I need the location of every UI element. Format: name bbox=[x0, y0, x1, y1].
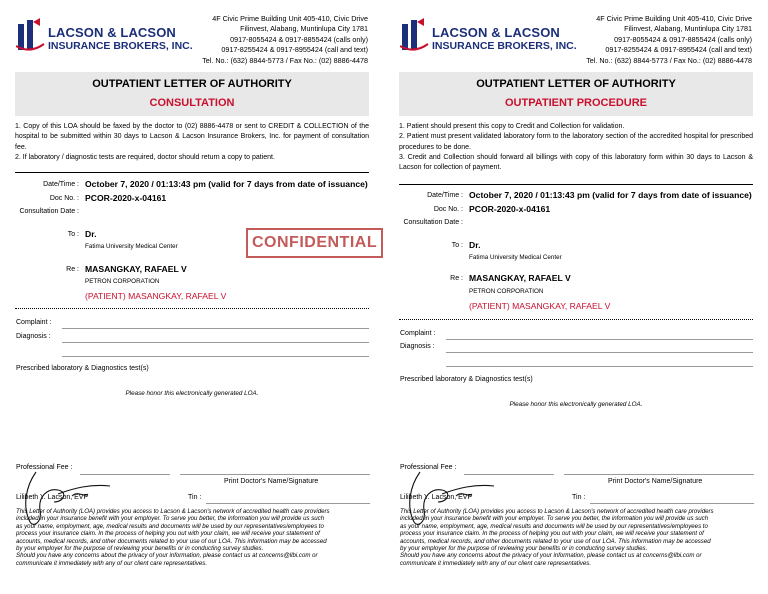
consultation-date-label: Consultation Date : bbox=[403, 219, 463, 226]
complaint-label: Complaint : bbox=[16, 319, 52, 326]
complaint-field bbox=[446, 339, 753, 340]
doctor-signature-line bbox=[564, 474, 754, 475]
diagnosis-field bbox=[62, 342, 369, 343]
title-box bbox=[15, 72, 369, 116]
company-address: 4F Civic Prime Building Unit 405-410, Civic Drive Filinvest, Alabang, Muntinlupa City 1781 0917-8055424 & 0917-8855424 (calls only) 0917-8255424 & 0917-8955424 (call and text) Tel. No.: (632) 8844-5773 / Fax No.: (02) 8886-4478 bbox=[202, 14, 368, 65]
docno-label: Doc No. : bbox=[433, 206, 463, 213]
professional-fee-label: Professional Fee : bbox=[400, 464, 457, 471]
page-title: OUTPATIENT LETTER OF AUTHORITY bbox=[476, 78, 676, 90]
divider bbox=[15, 172, 369, 173]
print-name-label: Print Doctor's Name/Signature bbox=[608, 478, 703, 485]
diagnosis-label: Diagnosis : bbox=[16, 333, 51, 340]
print-name-label: Print Doctor's Name/Signature bbox=[224, 478, 319, 485]
patient-name: (PATIENT) MASANGKAY, RAFAEL V bbox=[469, 301, 611, 311]
honor-note: Please honor this electronically generated LOA. bbox=[509, 401, 643, 408]
page-title: OUTPATIENT LETTER OF AUTHORITY bbox=[92, 78, 292, 90]
hospital-name: Fatima University Medical Center bbox=[469, 254, 562, 261]
patient-name: (PATIENT) MASANGKAY, RAFAEL V bbox=[85, 291, 227, 301]
employer-name: PETRON CORPORATION bbox=[469, 288, 544, 295]
confidential-stamp: CONFIDENTIAL bbox=[246, 228, 383, 258]
diagnosis-label: Diagnosis : bbox=[400, 343, 435, 350]
to-label: To : bbox=[67, 231, 79, 238]
tin-field bbox=[206, 503, 370, 504]
page-subtitle: OUTPATIENT PROCEDURE bbox=[505, 97, 647, 109]
diagnosis-field-2 bbox=[62, 356, 369, 357]
tin-field bbox=[590, 503, 754, 504]
hospital-name: Fatima University Medical Center bbox=[85, 243, 178, 250]
member-name: MASANGKAY, RAFAEL V bbox=[85, 264, 187, 274]
datetime-value: October 7, 2020 / 01:13:43 pm (valid for 7 days from date of issuance) bbox=[85, 179, 368, 189]
tin-label: Tin : bbox=[188, 494, 202, 501]
honor-note: Please honor this electronically generated LOA. bbox=[125, 390, 259, 397]
privacy-disclaimer: This Letter of Authority (LOA) provides you access to Lacson & Lacson's network of accredited health care providers included in your insurance benefit with your employer. To serve you better, the information you will provide us such as your name, employment, age, medical results and documents will be used by our representatives/employees to process your insurance claim. In the process of helping you out with your claim, we will receive your statement of accounts, medical records, and other documents related to your use of our LOA. This information may be accessed by your employer for the purpose of reviewing your benefits or in conducting survey studies. Should you have any concerns about the privacy of your information, please contact us at concerns@llbi.com or communicate it immediately with any of our client care representatives. bbox=[16, 508, 330, 567]
dotted-separator bbox=[399, 319, 753, 320]
company-name-sub: INSURANCE BROKERS, INC. bbox=[48, 40, 193, 52]
title-box bbox=[399, 72, 753, 116]
docno-label: Doc No. : bbox=[49, 195, 79, 202]
divider bbox=[399, 184, 753, 185]
doctor-signature-line bbox=[180, 474, 370, 475]
re-label: Re : bbox=[66, 266, 79, 273]
docno-value: PCOR-2020-x-04161 bbox=[85, 193, 167, 203]
company-logo bbox=[16, 16, 193, 56]
datetime-value: October 7, 2020 / 01:13:43 pm (valid for 7 days from date of issuance) bbox=[469, 190, 752, 200]
logo-mark-icon bbox=[400, 16, 430, 56]
tin-label: Tin : bbox=[572, 494, 586, 501]
diagnosis-field bbox=[446, 352, 753, 353]
complaint-field bbox=[62, 328, 369, 329]
company-name-sub: INSURANCE BROKERS, INC. bbox=[432, 40, 577, 52]
loa-procedure-panel bbox=[384, 0, 768, 594]
consultation-date-label: Consultation Date : bbox=[19, 208, 79, 215]
prescribed-label: Prescribed laboratory & Diagnostics test(s) bbox=[400, 376, 533, 383]
company-address: 4F Civic Prime Building Unit 405-410, Civic Drive Filinvest, Alabang, Muntinlupa City 1781 0917-8055424 & 0917-8855424 (calls only) 0917-8255424 & 0917-8955424 (call and text) Tel. No.: (632) 8844-5773 / Fax No.: (02) 8886-4478 bbox=[586, 14, 752, 65]
prescribed-label: Prescribed laboratory & Diagnostics test(s) bbox=[16, 365, 149, 372]
signatory-name: Lilibeth Y. Lacson, EVP bbox=[400, 494, 473, 501]
datetime-label: Date/Time : bbox=[427, 192, 463, 199]
instructions: 1. Patient should present this copy to Credit and Collection for validation. 2. Patient must present validated laboratory form to the laboratory section of the accredited hospital for prescribed procedures to be done. 3. Credit and Collection should forward all billings with copy of this laboratory form within 30 days to Lacson & Lacson for collection of payment. bbox=[399, 123, 753, 172]
logo-mark-icon bbox=[16, 16, 46, 56]
docno-value: PCOR-2020-x-04161 bbox=[469, 204, 551, 214]
doctor-name: Dr. bbox=[469, 240, 481, 250]
privacy-disclaimer: This Letter of Authority (LOA) provides you access to Lacson & Lacson's network of accredited health care providers included in your insurance benefit with your employer. To serve you better, the information you will provide us such as your name, employment, age, medical results and documents will be used by our representatives/employees to process your insurance claim. In the process of helping you out with your claim, we will receive your statement of accounts, medical records, and other documents related to your use of our LOA. This information may be accessed by your employer for the purpose of reviewing your benefits or in conducting survey studies. Should you have any concerns about the privacy of your information, please contact us at concerns@llbi.com or communicate it immediately with any of our client care representatives. bbox=[400, 508, 714, 567]
instructions: 1. Copy of this LOA should be faxed by the doctor to (02) 8886-4478 or sent to CREDIT & COLLECTION of the hospital to be submitted within 30 days to Lacson & Lacson Insurance Brokers, Inc. for payment of consultation fee. 2. If laboratory / diagnostic tests are required, doctor should return a copy to patient. bbox=[15, 123, 369, 161]
employer-name: PETRON CORPORATION bbox=[85, 278, 160, 285]
dotted-separator bbox=[15, 308, 369, 309]
complaint-label: Complaint : bbox=[400, 330, 436, 337]
member-name: MASANGKAY, RAFAEL V bbox=[469, 273, 571, 283]
to-label: To : bbox=[451, 242, 463, 249]
datetime-label: Date/Time : bbox=[43, 181, 79, 188]
signatory-name: Lilibeth Y. Lacson, EVP bbox=[16, 494, 89, 501]
company-name: LACSON & LACSON bbox=[432, 25, 560, 40]
company-logo bbox=[400, 16, 577, 56]
professional-fee-label: Professional Fee : bbox=[16, 464, 73, 471]
diagnosis-field-2 bbox=[446, 366, 753, 367]
doctor-name: Dr. bbox=[85, 229, 97, 239]
company-name: LACSON & LACSON bbox=[48, 25, 176, 40]
page-subtitle: CONSULTATION bbox=[149, 97, 235, 109]
re-label: Re : bbox=[450, 275, 463, 282]
